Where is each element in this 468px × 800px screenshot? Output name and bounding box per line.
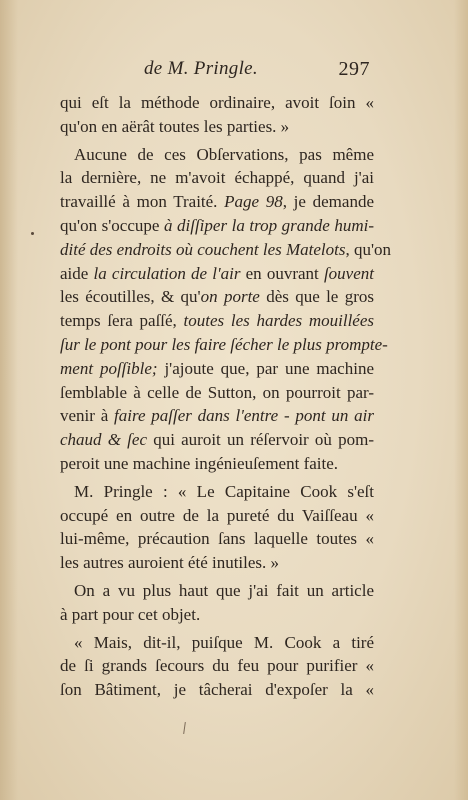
roman-text: de ſi grands ſecours du feu pour purifier « <box>60 656 374 676</box>
text-line <box>60 333 388 357</box>
roman-text: , qu'on <box>345 239 392 259</box>
text-line <box>60 527 374 551</box>
roman-text: On a vu plus haut que j'ai fait un article <box>74 580 374 600</box>
italic-text: dité des endroits où couchent les Matelots <box>60 239 346 259</box>
page-edge-shadow-right <box>454 0 468 800</box>
ink-mark <box>183 722 186 734</box>
text-line <box>60 238 392 262</box>
text-line <box>60 166 374 190</box>
text-line <box>60 452 374 476</box>
text-line <box>60 357 374 381</box>
text-line <box>60 309 374 333</box>
text-line <box>60 285 374 309</box>
paragraph-first-line <box>60 631 374 655</box>
roman-text: Aucune de ces Obſervations, pas même <box>74 144 374 164</box>
roman-text: les écoutilles, & qu' <box>60 287 201 307</box>
roman-text: à part pour cet objet. <box>60 604 201 624</box>
italic-text: faire paſſer dans l'entre - pont un air <box>114 406 374 426</box>
paragraph-first-line <box>60 143 374 167</box>
italic-text: chaud & ſec <box>60 430 147 450</box>
text-line <box>60 91 374 115</box>
roman-text: la dernière, ne m'avoit échappé, quand j'ai <box>60 168 374 188</box>
roman-text: venir à <box>60 406 115 426</box>
italic-text: ment poſſible; <box>60 358 158 378</box>
roman-text: temps ſera paſſé, <box>60 311 184 331</box>
roman-text: travaillé à mon Traité. <box>60 192 225 212</box>
italic-text: Page 98 <box>224 192 283 212</box>
running-head: de M. Pringle. <box>144 58 258 79</box>
roman-text: « Mais, dit-il, puiſque M. Cook a tiré <box>74 632 374 652</box>
page-edge-shadow-left <box>0 0 18 800</box>
roman-text: ſon Bâtiment, je tâcherai d'expoſer la « <box>60 680 374 700</box>
roman-text: dès que le gros <box>259 287 374 307</box>
text-line <box>60 262 374 286</box>
roman-text: j'ajoute que, par une machine <box>157 358 374 378</box>
page-number: 297 <box>338 58 370 80</box>
paragraph-first-line <box>60 579 374 603</box>
roman-text: peroit une machine ingénieuſement faite. <box>60 453 339 473</box>
paragraph-first-line <box>60 480 374 504</box>
italic-text: la circulation de l'air <box>93 263 241 283</box>
text-line <box>60 654 374 678</box>
text-line <box>60 214 374 238</box>
text-line <box>60 190 374 214</box>
roman-text: ſemblable à celle de Sutton, on pourroit par- <box>60 382 374 402</box>
roman-text: lui-même, précaution ſans laquelle toutes « <box>60 529 374 549</box>
text-line <box>60 381 374 405</box>
roman-text: en ouvrant <box>240 263 324 283</box>
italic-text: on porte <box>200 287 260 307</box>
roman-text: occupé en outre de la pureté du Vaiſſeau « <box>60 505 374 525</box>
roman-text: les autres auroient été inutiles. » <box>60 553 280 573</box>
italic-text: ſouvent <box>323 263 374 283</box>
body-text <box>60 91 392 702</box>
italic-text: ſur le pont pour les faire ſécher le plus prompte- <box>60 334 388 354</box>
text-line <box>60 404 374 428</box>
italic-text: toutes les hardes mouillées <box>183 311 375 331</box>
text-line <box>60 603 374 627</box>
roman-text: qui auroit un réſervoir où pom- <box>147 430 374 450</box>
italic-text: à diſſiper la trop grande humi- <box>163 215 374 235</box>
text-line <box>60 678 374 702</box>
margin-mark <box>31 232 34 235</box>
page-header <box>60 58 380 84</box>
text-line <box>60 551 374 575</box>
roman-text: , je demande <box>282 192 374 212</box>
roman-text: qu'on en aërât toutes les parties. » <box>60 116 290 136</box>
text-line <box>60 115 374 139</box>
roman-text: M. Pringle : « Le Capitaine Cook s'eſt <box>74 481 374 501</box>
text-line <box>60 504 374 528</box>
text-line <box>60 428 374 452</box>
roman-text: qu'on s'occupe <box>60 215 164 235</box>
roman-text: aide <box>60 263 94 283</box>
roman-text: qui eſt la méthode ordinaire, avoit ſoin « <box>60 93 374 112</box>
